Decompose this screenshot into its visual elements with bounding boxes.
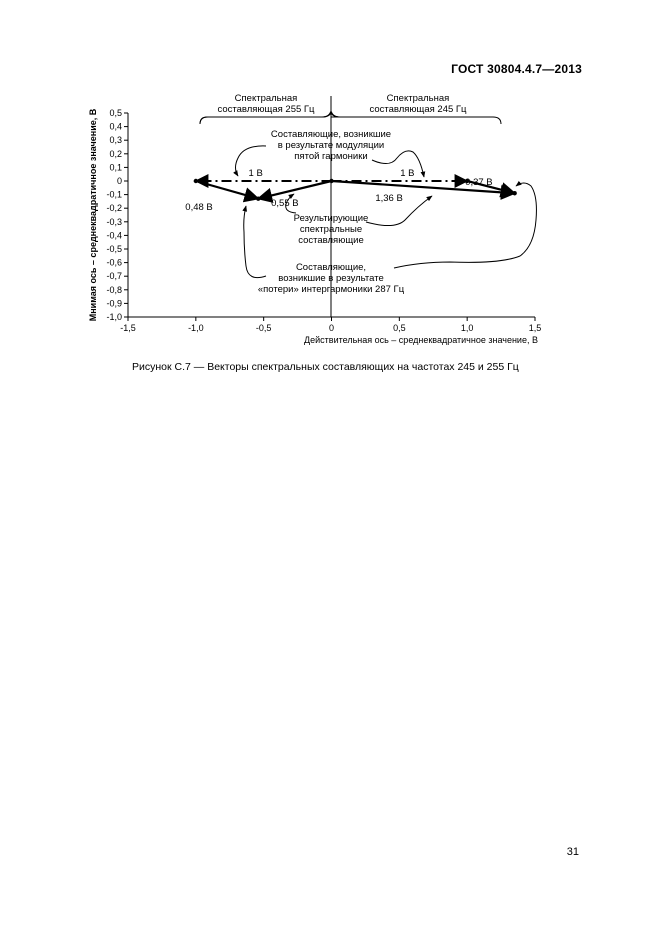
interharmonic-label-1: Составляющие, <box>295 262 367 273</box>
y-tick-label: 0,4 <box>109 121 122 132</box>
y-tick-label: -0,3 <box>106 216 122 227</box>
x-axis-label: Действительная ось – среднеквадратичное значение, В <box>304 335 538 345</box>
x-tick-label: 1,0 <box>460 323 474 333</box>
x-tick-label: 0 <box>328 323 335 333</box>
vector-label: 1 В <box>400 168 415 179</box>
modulation-label-3: пятой гармоники <box>294 151 368 162</box>
vector-endpoint <box>194 179 198 183</box>
y-tick-label: -1,0 <box>106 312 122 322</box>
y-tick-label: 0,3 <box>109 135 122 146</box>
y-tick-label: -0,2 <box>106 203 122 214</box>
right-bracket-label-1: Спектральная <box>386 93 450 104</box>
y-tick-label: 0,2 <box>109 148 122 159</box>
interharmonic-label-3: «потери» интергармоники 287 Гц <box>257 284 405 295</box>
vector-endpoint <box>329 179 333 183</box>
x-tick-label: 1,5 <box>528 323 542 333</box>
interharmonic-label-2: возникшие в результате <box>278 273 384 284</box>
y-tick-label: -0,7 <box>106 271 122 282</box>
x-tick-label: -0,5 <box>255 323 272 333</box>
y-tick-label: 0,5 <box>109 108 122 118</box>
y-tick-label: 0 <box>116 176 122 186</box>
y-tick-label: -0,8 <box>106 284 122 295</box>
y-tick-label: -0,5 <box>106 244 122 254</box>
x-tick-label: -1,5 <box>120 323 136 333</box>
vector-label: 0,37 В <box>465 177 493 189</box>
figure-caption: Рисунок С.7 — Векторы спектральных составляющих на частотах 245 и 255 Гц <box>132 361 519 373</box>
resulting-label-3: составляющие <box>298 235 364 246</box>
leader-modulation-right <box>372 151 424 177</box>
y-tick-label: -0,6 <box>106 257 122 268</box>
y-tick-label: -0,9 <box>106 298 122 309</box>
page-number: 31 <box>566 846 579 858</box>
x-tick-label: -1,0 <box>188 323 204 333</box>
vector-label: 1,36 В <box>375 193 403 205</box>
modulation-label-1: Составляющие, возникшие <box>270 129 392 140</box>
resulting-label-2: спектральные <box>299 224 363 235</box>
left-bracket-label-2: составляющая 255 Гц <box>217 104 315 115</box>
y-tick-label: 0,1 <box>109 162 122 173</box>
left-bracket-label-1: Спектральная <box>234 93 298 104</box>
resulting-label-1: Результирующие <box>293 213 369 224</box>
leader-interharmonic-right <box>394 183 536 268</box>
vector-chart <box>0 0 661 400</box>
y-axis-label: Мнимая ось – среднеквадратичное значение, В <box>88 108 98 322</box>
vector-endpoint <box>512 191 516 195</box>
vector-label: 1 В <box>248 168 263 179</box>
vector-solid <box>258 181 331 199</box>
document-header: ГОСТ 30804.4.7—2013 <box>451 62 582 76</box>
vector-solid <box>196 181 258 199</box>
x-tick-label: 0,5 <box>393 323 406 333</box>
x-ticks <box>120 317 541 333</box>
vector-endpoint <box>256 196 260 200</box>
modulation-label-2: в результате модуляции <box>277 140 385 151</box>
vector-label: 0,48 В <box>185 201 213 213</box>
right-bracket-label-2: составляющая 245 Гц <box>369 104 467 115</box>
vector-label: 0,55 В <box>271 197 299 209</box>
leader-interharmonic-left <box>244 206 266 278</box>
y-ticks <box>106 108 128 322</box>
y-tick-label: -0,1 <box>106 189 122 200</box>
y-tick-label: -0,4 <box>106 230 122 241</box>
